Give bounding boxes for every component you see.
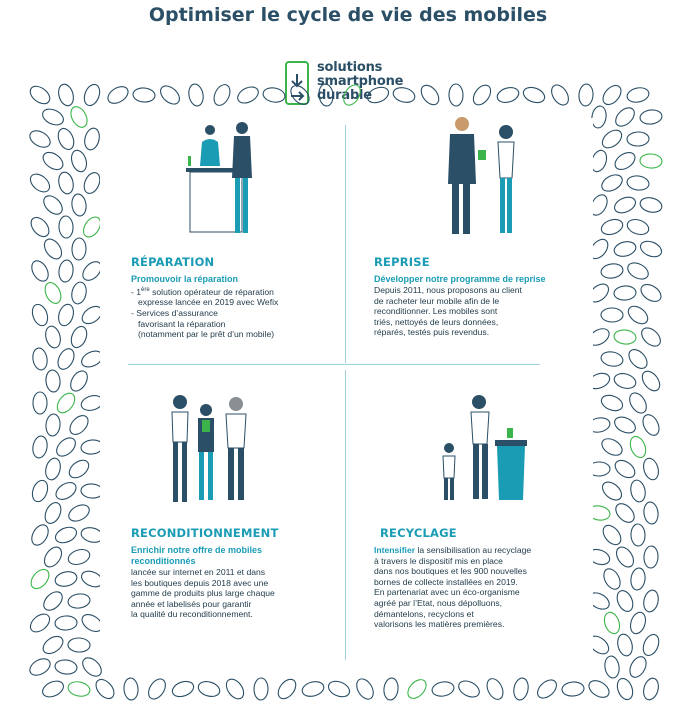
pattern-ellipse: [40, 106, 66, 128]
pattern-ellipse: [56, 302, 76, 327]
pattern-ellipse: [626, 390, 650, 416]
reconditionnement-line: la qualité du reconditionnement.: [131, 609, 253, 620]
logo-line2: smartphone: [317, 74, 404, 89]
pattern-ellipse: [365, 84, 391, 105]
pattern-ellipse: [53, 479, 79, 503]
pattern-ellipse: [27, 83, 53, 107]
pattern-ellipse: [484, 676, 506, 702]
pattern-ellipse: [642, 589, 661, 614]
reconditionnement-line: les boutiques depuis 2018 avec une: [131, 577, 269, 588]
pattern-ellipse: [54, 659, 78, 676]
pattern-ellipse: [27, 655, 53, 678]
pattern-ellipse: [586, 677, 612, 701]
pattern-ellipse: [641, 676, 661, 701]
pattern-ellipse: [643, 546, 658, 569]
pattern-ellipse: [600, 350, 624, 368]
pattern-ellipse: [68, 638, 90, 653]
pattern-ellipse: [42, 500, 64, 526]
pattern-ellipse: [145, 676, 169, 702]
page-title: Optimiser le cycle de vie des mobiles: [148, 4, 548, 26]
pattern-ellipse: [66, 412, 91, 438]
pattern-ellipse: [612, 194, 638, 216]
reconditionnement-subtitle-line1: Enrichir notre offre de mobiles: [131, 545, 263, 555]
pattern-ellipse: [301, 679, 326, 698]
divider-vertical-top: [345, 125, 346, 363]
pattern-ellipse: [639, 196, 664, 215]
pattern-ellipse: [53, 434, 79, 459]
pattern-ellipse: [132, 87, 155, 103]
pattern-ellipse: [66, 547, 91, 567]
pattern-ellipse: [639, 368, 663, 394]
pattern-ellipse: [82, 82, 103, 108]
reprise-line: Depuis 2011, nous proposons au client: [374, 285, 522, 295]
pattern-ellipse: [83, 127, 102, 152]
pattern-ellipse: [45, 369, 61, 392]
pattern-ellipse: [55, 126, 76, 152]
pattern-ellipse: [628, 610, 648, 635]
pattern-ellipse: [578, 84, 594, 107]
pattern-ellipse: [68, 324, 89, 350]
pattern-ellipse: [625, 346, 650, 372]
pattern-ellipse: [42, 280, 64, 306]
pattern-ellipse: [27, 171, 53, 196]
recyclage-line: démantelons, recyclons et: [374, 608, 474, 619]
pattern-ellipse: [254, 678, 268, 700]
section-subtitle-reprise: Développer notre programme de reprise: [374, 274, 546, 284]
pattern-ellipse: [41, 544, 65, 570]
pattern-ellipse: [54, 570, 79, 589]
reconditionnement-line: année et labelisés pour garantir: [131, 598, 252, 609]
pattern-ellipse: [599, 435, 625, 458]
pattern-ellipse: [318, 83, 334, 106]
pattern-ellipse: [600, 262, 624, 279]
pattern-ellipse: [639, 109, 663, 126]
pattern-ellipse: [196, 679, 221, 699]
reparation-bullet1-sup: ère: [141, 287, 150, 293]
pattern-ellipse: [599, 172, 625, 195]
pattern-ellipse: [40, 149, 66, 173]
pattern-ellipse: [638, 238, 664, 259]
pattern-ellipse: [640, 412, 662, 438]
section-title-reparation: RÉPARATION: [131, 255, 215, 269]
pattern-ellipse: [626, 175, 650, 192]
pattern-ellipse: [28, 258, 51, 284]
pattern-ellipse: [40, 678, 66, 700]
recyclage-line: bornes de collecte installées en 2019.: [374, 576, 518, 587]
pattern-ellipse: [275, 676, 300, 702]
pattern-ellipse: [67, 680, 91, 698]
recyclage-line: à travers le dispositif mis en place: [374, 555, 503, 566]
pattern-ellipse: [105, 83, 131, 107]
section-subtitle-reparation: Promouvoir la réparation: [131, 274, 239, 284]
pattern-ellipse: [211, 82, 233, 108]
pattern-ellipse: [69, 148, 89, 173]
section-title-reprise: REPRISE: [374, 255, 430, 269]
pattern-ellipse: [599, 393, 625, 414]
pattern-ellipse: [392, 85, 417, 104]
pattern-ellipse: [30, 302, 51, 327]
pattern-ellipse: [28, 566, 53, 592]
reprise-line: réparés, testés puis revendus.: [374, 327, 490, 338]
pattern-ellipse: [187, 83, 205, 107]
section-title-recyclage: RECYCLAGE: [380, 526, 457, 540]
pattern-ellipse: [616, 633, 635, 658]
section-subtitle-reconditionnement: [131, 545, 262, 567]
pattern-ellipse: [643, 501, 660, 525]
pattern-ellipse: [54, 390, 78, 416]
pattern-ellipse: [627, 434, 648, 460]
pattern-ellipse: [613, 240, 638, 259]
pattern-ellipse: [612, 104, 638, 129]
pattern-ellipse: [28, 214, 53, 240]
pattern-ellipse: [31, 435, 49, 459]
pattern-ellipse: [603, 655, 620, 679]
buyback-illustration: [440, 112, 530, 237]
pattern-ellipse: [67, 368, 91, 394]
reconditionnement-subtitle-line2: reconditionnés: [131, 556, 196, 566]
pattern-ellipse: [431, 680, 455, 698]
reparation-bullet1-line2: expresse lancée en 2019 avec Wefix: [138, 297, 279, 308]
pattern-ellipse: [626, 86, 650, 104]
pattern-ellipse: [613, 329, 636, 345]
pattern-ellipse: [262, 86, 286, 104]
pattern-ellipse: [638, 281, 664, 305]
pattern-ellipse: [30, 478, 51, 503]
pattern-ellipse: [599, 479, 625, 504]
reparation-bullet2-line3: (notamment par le prêt d’un mobile): [138, 329, 275, 340]
section-body-reparation: [131, 285, 331, 340]
section-body-reconditionnement: [131, 567, 331, 620]
pattern-ellipse: [638, 324, 664, 349]
reconditionnement-line: gamme de produits plus large chaque: [131, 588, 275, 599]
pattern-ellipse: [326, 678, 352, 699]
pattern-ellipse: [56, 82, 76, 107]
pattern-ellipse: [625, 303, 651, 328]
pattern-ellipse: [625, 217, 650, 237]
section-body-reprise: [374, 285, 574, 338]
pattern-ellipse: [640, 632, 661, 658]
pattern-ellipse: [55, 346, 77, 372]
reprise-line: triés, nettoyés de leurs données,: [374, 316, 499, 327]
pattern-ellipse: [45, 413, 61, 436]
pattern-ellipse: [70, 281, 88, 305]
pattern-ellipse: [43, 325, 62, 350]
refurbished-family-illustration: [160, 390, 260, 508]
pattern-ellipse: [613, 544, 637, 570]
pattern-ellipse: [612, 414, 638, 436]
pattern-ellipse: [53, 524, 79, 545]
reconditionnement-line: lancée sur internet en 2011 et dans: [131, 567, 266, 577]
pattern-ellipse: [71, 193, 88, 217]
pattern-ellipse: [27, 127, 53, 150]
pattern-ellipse: [614, 285, 637, 301]
pattern-ellipse: [67, 593, 91, 610]
pattern-ellipse: [640, 153, 663, 168]
pattern-ellipse: [641, 456, 661, 481]
pattern-ellipse: [340, 82, 363, 108]
reprise-line: reconditionner. Les mobiles sont: [374, 306, 498, 317]
logo-line1: solutions: [317, 60, 383, 75]
pattern-ellipse: [123, 678, 139, 701]
pattern-ellipse: [40, 588, 65, 613]
pattern-ellipse: [627, 132, 649, 147]
pattern-ellipse: [612, 500, 637, 526]
pattern-ellipse: [456, 678, 482, 700]
recyclage-line: dans nos boutiques et les 900 nouvelles: [374, 566, 527, 577]
pattern-ellipse: [599, 217, 624, 237]
pattern-ellipse: [353, 676, 376, 702]
reparation-bullet1-rest: solution opérateur de réparation: [149, 286, 274, 297]
pattern-ellipse: [601, 566, 624, 592]
pattern-ellipse: [601, 308, 623, 322]
pattern-ellipse: [631, 524, 646, 546]
pattern-ellipse: [57, 171, 76, 196]
pattern-ellipse: [612, 457, 638, 481]
recyclage-line: agréé par l’Etat, nous dépolluons,: [374, 597, 503, 608]
recyclage-line: valorisons les matières premières.: [374, 619, 505, 630]
pattern-ellipse: [600, 82, 625, 108]
pattern-ellipse: [495, 85, 520, 105]
pattern-ellipse: [614, 588, 636, 614]
divider-vertical-bottom: [345, 370, 346, 660]
pattern-ellipse: [627, 654, 650, 680]
pattern-ellipse: [561, 681, 584, 697]
pattern-ellipse: [68, 104, 91, 130]
pattern-ellipse: [470, 82, 494, 108]
pattern-ellipse: [599, 127, 625, 152]
pattern-ellipse: [33, 392, 47, 414]
pattern-ellipse: [58, 216, 73, 239]
recyclage-lead-rest: la sensibilisation au recyclage: [415, 545, 532, 555]
pattern-ellipse: [287, 82, 312, 108]
repair-counter-illustration: [180, 118, 270, 238]
reparation-bullet2-line2: favorisant la réparation: [138, 318, 226, 329]
divider-horizontal: [128, 364, 540, 365]
pattern-ellipse: [28, 522, 51, 548]
pattern-ellipse: [223, 676, 247, 702]
pattern-ellipse: [58, 259, 75, 283]
pattern-ellipse: [40, 633, 66, 657]
reprise-line: de racheter leur mobile afin de le: [374, 295, 500, 306]
logo-line3: durable: [317, 88, 372, 103]
pattern-ellipse: [512, 677, 530, 701]
pattern-ellipse: [625, 260, 651, 283]
pattern-ellipse: [600, 522, 625, 548]
pattern-ellipse: [404, 676, 429, 702]
pattern-ellipse: [449, 84, 463, 106]
recyclage-lead-bold: Intensifier: [374, 545, 416, 555]
pattern-ellipse: [40, 192, 65, 217]
pattern-ellipse: [602, 610, 622, 635]
section-body-recyclage: [374, 545, 584, 630]
pattern-ellipse: [55, 615, 78, 630]
pattern-ellipse: [235, 84, 261, 106]
pattern-ellipse: [418, 82, 443, 108]
pattern-ellipse: [383, 677, 399, 700]
pattern-ellipse: [31, 347, 49, 371]
reparation-bullet2-line1: - Services d’assurance: [131, 308, 218, 319]
pattern-ellipse: [157, 82, 183, 107]
pattern-ellipse: [630, 567, 647, 591]
recycling-bin-illustration: [435, 390, 535, 505]
pattern-ellipse: [521, 85, 546, 106]
pattern-ellipse: [615, 676, 636, 702]
section-title-reconditionnement: RECONDITIONNEMENT: [131, 526, 279, 540]
pattern-ellipse: [548, 82, 572, 108]
pattern-ellipse: [66, 502, 92, 525]
pattern-ellipse: [72, 238, 87, 260]
pattern-ellipse: [534, 676, 560, 701]
pattern-ellipse: [41, 236, 65, 262]
reparation-bullet1-prefix: - 1: [131, 286, 142, 297]
pattern-ellipse: [93, 676, 118, 702]
recyclage-line: En partenariat avec un éco-organisme: [374, 587, 520, 598]
pattern-ellipse: [612, 149, 638, 173]
pattern-ellipse: [66, 457, 92, 482]
pattern-ellipse: [170, 679, 195, 700]
pattern-ellipse: [629, 479, 647, 503]
pattern-ellipse: [43, 457, 62, 482]
pattern-ellipse: [27, 611, 53, 636]
pattern-ellipse: [612, 371, 637, 391]
